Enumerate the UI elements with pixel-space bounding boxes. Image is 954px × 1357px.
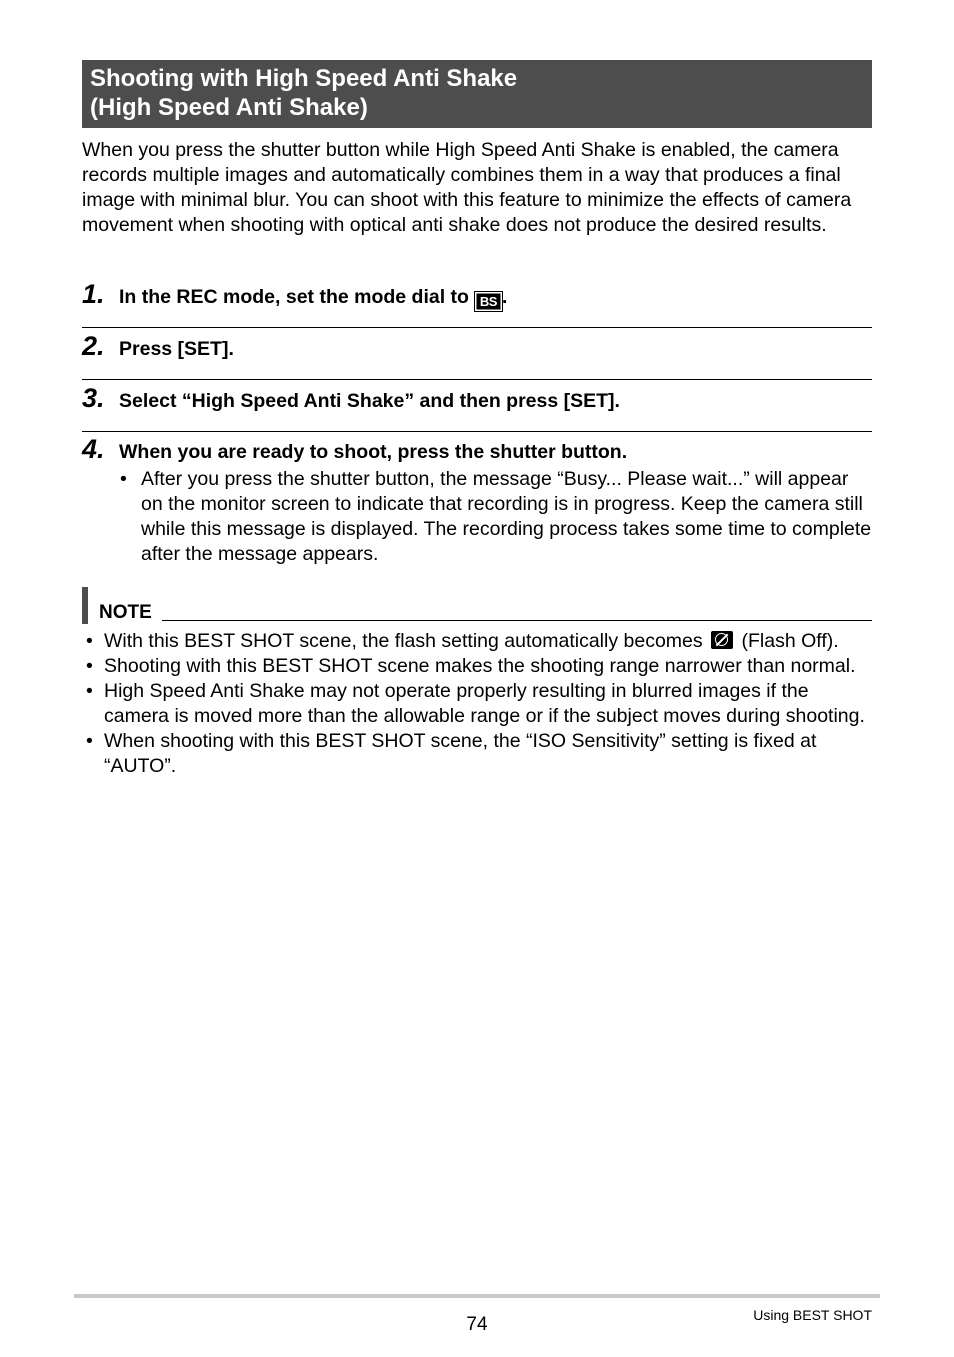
- note-label: NOTE: [99, 602, 152, 623]
- note-item: [82, 729, 872, 779]
- step-4-number: 4.: [82, 434, 105, 464]
- bullet-glyph: •: [120, 468, 127, 490]
- best-shot-mode-icon: BS: [475, 292, 502, 311]
- page-number: 74: [466, 1314, 488, 1335]
- step-2-text: Press [SET].: [119, 338, 234, 360]
- step-3-text: Select “High Speed Anti Shake” and then press [SET].: [119, 390, 620, 412]
- bullet-glyph: •: [86, 630, 93, 652]
- step-1-suffix: .: [501, 286, 508, 308]
- section-title: [82, 60, 872, 128]
- note-item-4-text: When shooting with this BEST SHOT scene, the “ISO Sensitivity” setting is fixed at “AUTO”.: [104, 730, 817, 777]
- step-2-number: 2.: [82, 331, 105, 361]
- step-divider: [82, 327, 872, 328]
- step-1-text: [119, 285, 507, 311]
- flash-off-icon: [711, 631, 733, 649]
- note-item: [82, 679, 872, 729]
- bullet-glyph: •: [86, 680, 93, 702]
- section-title-line-2: (High Speed Anti Shake): [90, 94, 368, 121]
- note-item-3-text: High Speed Anti Shake may not operate properly resulting in blurred images if the camera is moved more than the allowable range or if the subject moves during shooting.: [104, 680, 865, 727]
- step-4-text: When you are ready to shoot, press the shutter button.: [119, 441, 628, 463]
- note-list: [82, 629, 872, 779]
- step-4-bullet: [120, 467, 872, 567]
- bullet-glyph: •: [86, 655, 93, 677]
- note-marker: [82, 587, 88, 624]
- section-title-line-1: Shooting with High Speed Anti Shake: [90, 65, 518, 92]
- note-item-2-text: Shooting with this BEST SHOT scene makes the shooting range narrower than normal.: [104, 655, 856, 677]
- note-divider: [162, 620, 872, 621]
- step-divider: [82, 379, 872, 380]
- note-item-1-before: With this BEST SHOT scene, the flash setting automatically becomes: [104, 630, 703, 652]
- note-item: [82, 654, 872, 679]
- step-divider: [82, 431, 872, 432]
- step-3-number: 3.: [82, 383, 105, 413]
- step-1-label: In the REC mode, set the mode dial to: [119, 286, 469, 308]
- footer-section-title: Using BEST SHOT: [753, 1307, 872, 1323]
- bullet-glyph: •: [86, 730, 93, 752]
- step-4-bullet-text: After you press the shutter button, the message “Busy... Please wait...” will appear on the monitor screen to indicate that recording is in progress. Keep the camera still while this message is displayed. The recording process takes some time to complete after the message appears.: [141, 468, 872, 565]
- note-item: [82, 629, 872, 654]
- step-1-number: 1.: [82, 279, 105, 309]
- footer-divider: [74, 1294, 880, 1298]
- note-item-1-after: (Flash Off).: [741, 630, 839, 652]
- intro-paragraph: When you press the shutter button while High Speed Anti Shake is enabled, the camera records multiple images and automatically combines them in a way that produces a final image with minimal blur. You can shoot with this feature to minimize the effects of camera movement when shooting with optical anti shake does not produce the desired results.: [82, 139, 852, 236]
